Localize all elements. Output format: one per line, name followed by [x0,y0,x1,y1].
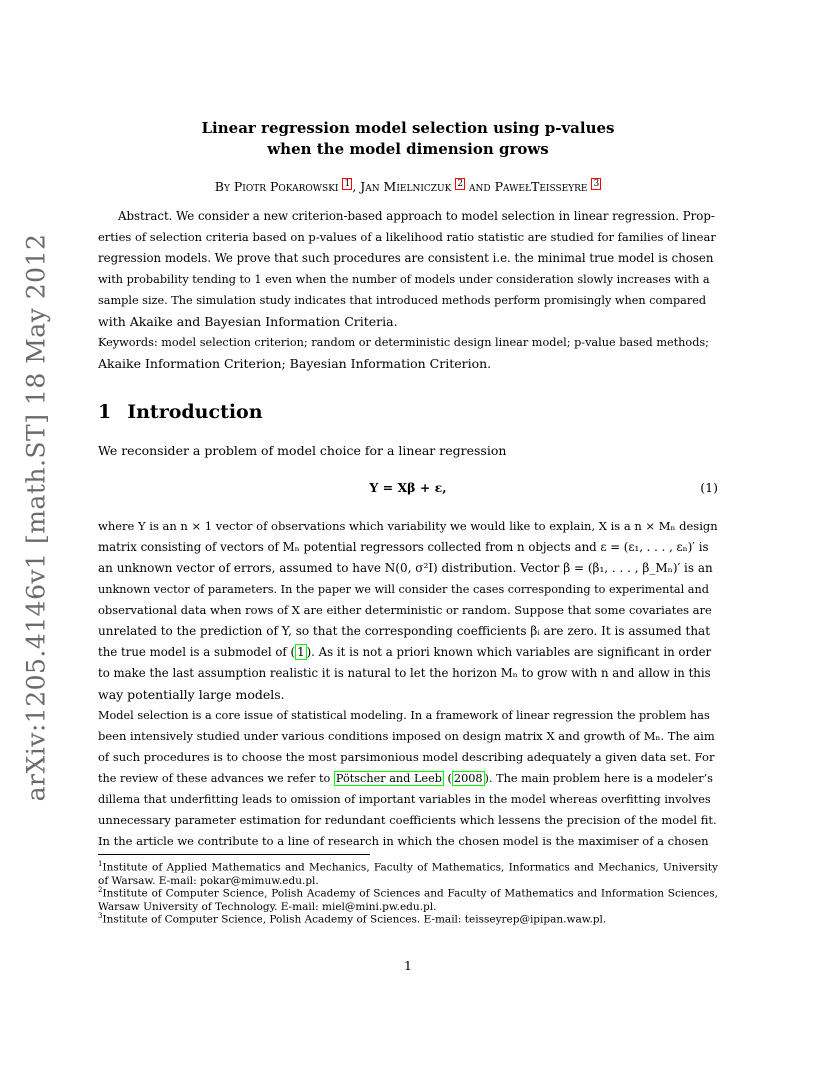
footnote-text: Institute of Applied Mathematics and Mechanics, Faculty of Mathematics, Informatics and Mechanics, University of Warsaw. E-mail: pokar@mimuw.edu.pl. [98,861,718,887]
by-label: By [214,179,230,195]
abstract-line: with probability tending to 1 even when the number of models under consideration slowly increases with a [98,273,710,286]
text-fragment: the true model is a submodel of ( [98,645,296,659]
text-line: unrelated to the prediction of Y, so that the corresponding coefficients βᵢ are zero. It is assumed that [98,624,711,638]
and-label: and [469,179,491,195]
footnote-ref-3[interactable]: 3 [593,179,600,189]
title-line-1: Linear regression model selection using p-values [201,119,615,137]
text-line: of such procedures is to choose the most parsimonious model describing adequately a given data set. For [98,750,715,764]
footnote-text: Institute of Computer Science, Polish Academy of Sciences and Faculty of Mathematics and Information Sciences, Warsaw University of Technology. E-mail: miel@mini.pw.edu.pl. [98,887,718,913]
footnote-mark: 1 [98,860,103,868]
keywords-line: Akaike Information Criterion; Bayesian Information Criterion. [98,356,492,371]
footnote-divider [98,854,370,855]
arxiv-sidebar-stamp [14,233,58,802]
footnote-ref-1[interactable]: 1 [344,179,351,189]
page-number: 1 [404,958,412,973]
text-line: matrix consisting of vectors of Mₙ potential regressors collected from n objects and ε = (ε₁, . . . , εₙ)′ is [98,540,709,554]
citation-link-author[interactable]: Pötscher and Leeb [335,772,442,785]
footnote-mark: 3 [98,912,103,920]
text-line: unknown vector of parameters. In the paper we will consider the cases corresponding to experimental and [98,583,709,596]
arxiv-id-label: arXiv:1205.4146v1 [math.ST] 18 May 2012 [21,233,51,802]
intro-paragraph-1 [98,516,718,705]
text-line: Model selection is a core issue of statistical modeling. In a framework of linear regression the problem has [98,709,710,722]
equation-body: Y = Xβ + ε, [369,480,447,495]
text-line: where Y is an n × 1 vector of observations which variability we would like to explain, X is a n × Mₙ design [98,519,718,533]
text-line: unnecessary parameter estimation for redundant coefficients which lessens the precision of the model fit. [98,813,717,827]
text-line: In the article we contribute to a line of research in which the chosen model is the maximiser of a chosen [98,834,709,848]
abstract-line: with Akaike and Bayesian Information Criteria. [98,314,398,329]
author-3: PawełTeisseyre [494,179,588,195]
text-line: an unknown vector of errors, assumed to have N(0, σ²I) distribution. Vector β = (β₁, . . . , β_Mₙ)′ is an [98,561,713,575]
author-2: Jan Mielniczuk [360,179,452,195]
equation-tag: (1) [700,480,718,495]
text-fragment: ). As it is not a priori known which variables are significant in order [306,645,712,659]
keywords-line: Keywords: model selection criterion; random or deterministic design linear model; p-value based methods; [98,336,709,349]
abstract-line: regression models. We prove that such procedures are consistent i.e. the minimal true model is chosen [98,251,714,265]
footnote-ref-2[interactable]: 2 [457,179,464,189]
text-line: dillema that underfitting leads to omission of important variables in the model whereas overfitting involves [98,793,711,806]
text-fragment: the review of these advances we refer to [98,772,334,785]
intro-lead-line: We reconsider a problem of model choice for a linear regression [98,443,507,458]
author-sep: , [352,179,357,195]
paper-title [98,118,718,160]
text-line: the review of these advances we refer to Pötscher and Leeb ( 2008 ). The main problem here is a modeler’s [98,772,713,785]
intro-paragraph-2 [98,705,718,852]
text-fragment: . The main problem here is a modeler’s [488,772,713,785]
abstract [98,206,718,374]
citation-link-year[interactable]: 2008 [453,772,483,785]
text-line [98,642,718,663]
title-line-2: when the model dimension grows [267,140,549,158]
equation-ref-link[interactable]: 1 [297,645,305,659]
author-1: Piotr Pokarowski [233,179,339,195]
footnote-mark: 2 [98,886,103,894]
section-number: 1 [98,401,112,423]
section-heading [98,401,263,423]
author-line [98,178,718,196]
abstract-line: Abstract. We consider a new criterion-based approach to model selection in linear regression. Prop- [118,209,715,223]
abstract-line: sample size. The simulation study indicates that introduced methods perform promisingly when compared [98,294,707,307]
abstract-line: erties of selection criteria based on p-values of a likelihood ratio statistic are studied for families of linear [98,230,716,244]
text-line: to make the last assumption realistic it is natural to let the horizon Mₙ to grow with n and allow in this [98,666,711,680]
intro-lead [98,440,718,461]
footnote-3 [98,910,718,927]
section-title: Introduction [127,401,263,423]
footnote-text: Institute of Computer Science, Polish Academy of Sciences. E-mail: teisseyrep@ipipan.waw.pl. [102,913,607,926]
text-line: observational data when rows of X are either deterministic or random. Suppose that some covariates are [98,603,712,617]
text-line: way potentially large models. [98,687,285,702]
text-line: been intensively studied under various conditions imposed on design matrix X and growth of Mₙ. The aim [98,729,715,743]
